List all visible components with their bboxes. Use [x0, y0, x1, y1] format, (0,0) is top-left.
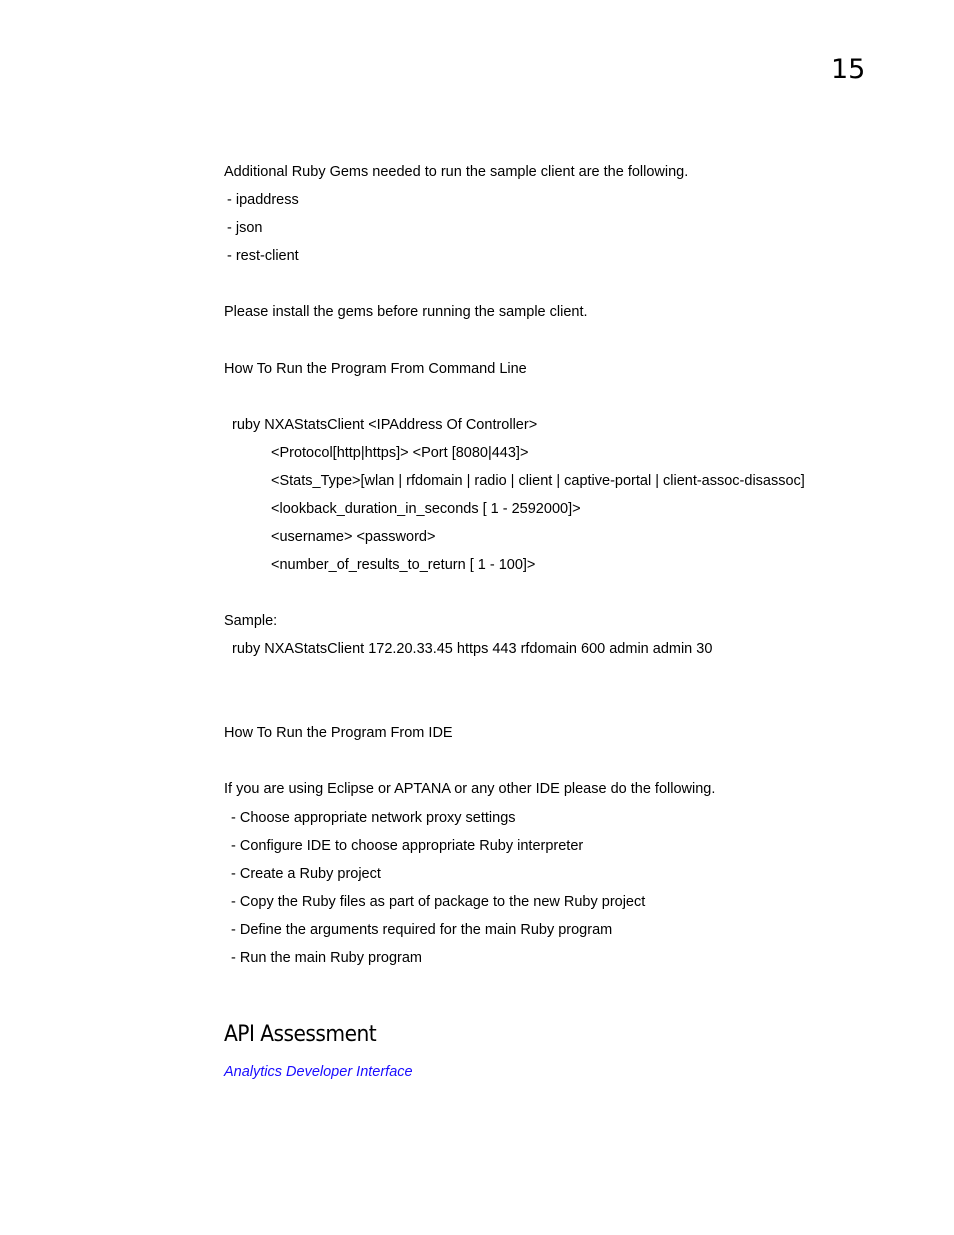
- gems-intro: Additional Ruby Gems needed to run the sample client are the following.: [224, 164, 689, 180]
- gem-item-json: - json: [227, 220, 263, 236]
- usage-line-results: <number_of_results_to_return [ 1 - 100]>: [271, 557, 536, 573]
- usage-line-credentials: <username> <password>: [271, 529, 436, 545]
- ide-step: - Choose appropriate network proxy settings: [231, 810, 516, 826]
- command-line-heading: How To Run the Program From Command Line: [224, 361, 527, 377]
- ide-heading: How To Run the Program From IDE: [224, 725, 453, 741]
- ide-intro: If you are using Eclipse or APTANA or any other IDE please do the following.: [224, 781, 716, 797]
- usage-line-protocol: <Protocol[http|https]> <Port [8080|443]>: [271, 445, 529, 461]
- usage-line-lookback: <lookback_duration_in_seconds [ 1 - 2592000]>: [271, 501, 581, 517]
- section-title: API Assessment: [224, 1022, 377, 1047]
- ide-step: - Configure IDE to choose appropriate Ruby interpreter: [231, 838, 584, 854]
- gems-install-note: Please install the gems before running the sample client.: [224, 304, 588, 320]
- ide-step: - Create a Ruby project: [231, 866, 381, 882]
- chapter-number: 15: [831, 54, 866, 85]
- gem-item-ipaddress: - ipaddress: [227, 192, 299, 208]
- ide-step: - Copy the Ruby files as part of package to the new Ruby project: [231, 894, 646, 910]
- usage-line-stats-type: <Stats_Type>[wlan | rfdomain | radio | client | captive-portal | client-assoc-disassoc]: [271, 473, 805, 489]
- sample-command: ruby NXAStatsClient 172.20.33.45 https 443 rfdomain 600 admin admin 30: [232, 641, 713, 657]
- gem-item-rest-client: - rest-client: [227, 248, 299, 264]
- analytics-developer-interface-link[interactable]: Analytics Developer Interface: [224, 1064, 413, 1080]
- ide-step: - Define the arguments required for the main Ruby program: [231, 922, 613, 938]
- usage-line-command: ruby NXAStatsClient <IPAddress Of Controller>: [232, 417, 538, 433]
- ide-step: - Run the main Ruby program: [231, 950, 422, 966]
- sample-label: Sample:: [224, 613, 278, 629]
